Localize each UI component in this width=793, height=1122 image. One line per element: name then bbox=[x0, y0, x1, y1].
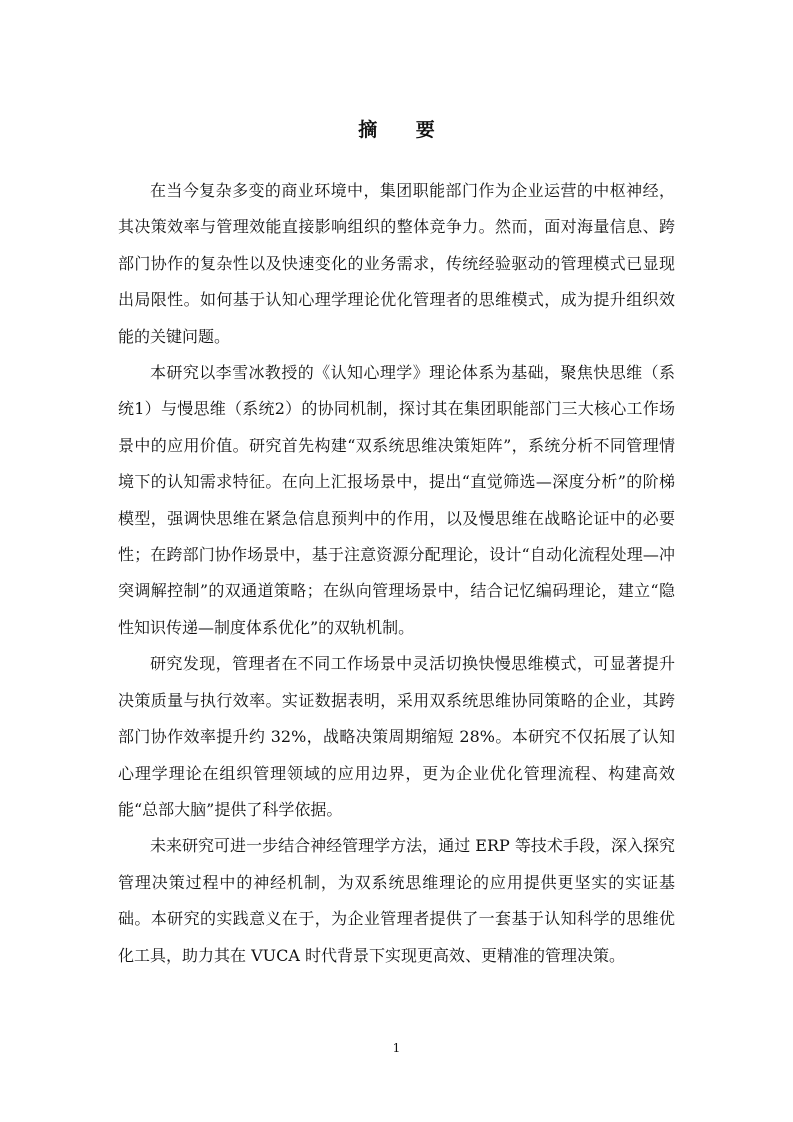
page-number: 1 bbox=[392, 1041, 401, 1055]
abstract-body bbox=[118, 173, 675, 974]
abstract-title: 摘 要 bbox=[358, 119, 451, 141]
abstract-paragraph-4: 未来研究可进一步结合神经管理学方法，通过 ERP 等技术手段，深入探究管理决策过程中的神经机制，为双系统思维理论的应用提供更坚实的实证基础。本研究的实践意义在于，为企业管理者提供了一套基于认知科学的思维优化工具，助力其在 VUCA 时代背景下实现更高效、更精准的管理决策。 bbox=[118, 836, 675, 965]
abstract-paragraph-1: 在当今复杂多变的商业环境中，集团职能部门作为企业运营的中枢神经，其决策效率与管理效能直接影响组织的整体竞争力。然而，面对海量信息、跨部门协作的复杂性以及快速变化的业务需求，传统经验驱动的管理模式已显现出局限性。如何基于认知心理学理论优化管理者的思维模式，成为提升组织效能的关键问题。 bbox=[118, 181, 675, 346]
abstract-paragraph-3: 研究发现，管理者在不同工作场景中灵活切换快慢思维模式，可显著提升决策质量与执行效率。实证数据表明，采用双系统思维协同策略的企业，其跨部门协作效率提升约 32%，战略决策周期缩短 28%。本研究不仅拓展了认知心理学理论在组织管理领域的应用边界，更为企业优化管理流程、构建高效能“总部大脑”提供了科学依据。 bbox=[118, 654, 675, 819]
abstract-paragraph-2: 本研究以李雪冰教授的《认知心理学》理论体系为基础，聚焦快思维（系统1）与慢思维（系统2）的协同机制，探讨其在集团职能部门三大核心工作场景中的应用价值。研究首先构建“双系统思维决策矩阵”，系统分析不同管理情境下的认知需求特征。在向上汇报场景中，提出“直觉筛选—深度分析”的阶梯模型，强调快思维在紧急信息预判中的作用，以及慢思维在战略论证中的必要性；在跨部门协作场景中，基于注意资源分配理论，设计“自动化流程处理—冲突调解控制”的双通道策略；在纵向管理场景中，结合记忆编码理论，建立“隐性知识传递—制度体系优化”的双轨机制。 bbox=[118, 363, 675, 637]
